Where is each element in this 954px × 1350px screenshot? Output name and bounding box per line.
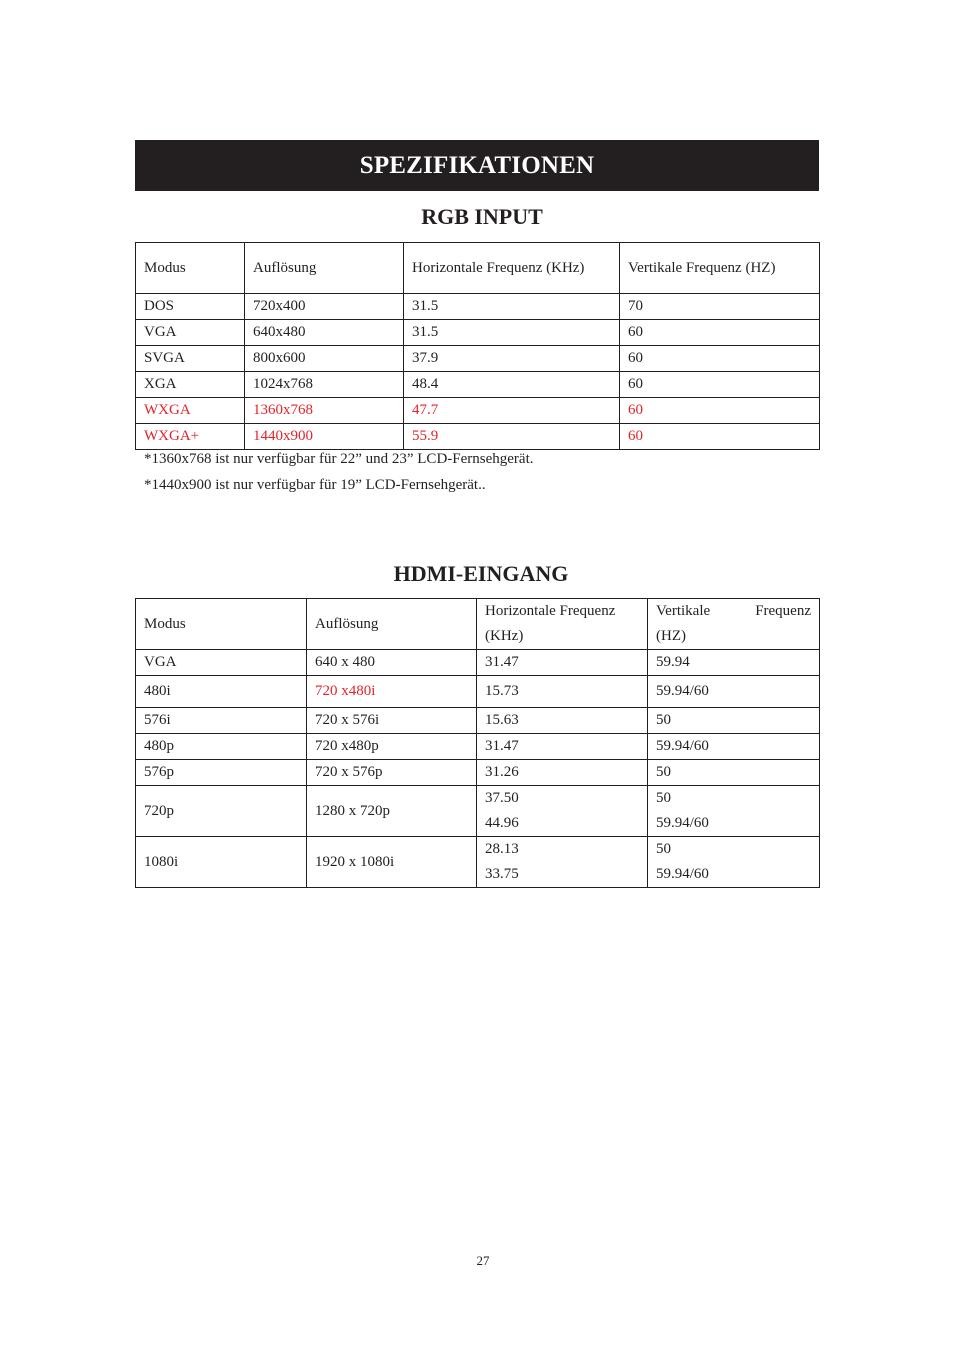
table-cell: 720p [136,786,307,837]
table-cell [477,786,648,837]
table-cell: 59.94/60 [648,676,820,708]
rgb-note: *1440x900 ist nur verfügbar für 19” LCD-Fernsehgerät.. [144,477,486,493]
table-cell: 50 [648,760,820,786]
table-row [136,294,820,320]
table-cell: 60 [620,320,820,346]
table-row [136,650,820,676]
table-cell: WXGA [136,398,245,424]
rgb-section-title: RGB INPUT [421,204,543,229]
header-text: Frequenz [755,603,811,619]
table-cell: WXGA+ [136,424,245,450]
cell-line: 28.13 [485,841,519,857]
table-cell: 50 [648,708,820,734]
table-cell: 480i [136,676,307,708]
table-row [136,372,820,398]
table-row [136,786,820,837]
table-cell: 59.94/60 [648,734,820,760]
table-row-highlighted [136,424,820,450]
hdmi-section-title: HDMI-EINGANG [393,561,569,586]
cell-line: 59.94/60 [656,866,709,882]
table-cell: 31.47 [477,650,648,676]
table-cell: 1360x768 [245,398,404,424]
header-cell: Modus [136,243,245,294]
table-cell-highlighted: 720 x480i [307,676,477,708]
table-cell: XGA [136,372,245,398]
header-cell [648,599,820,650]
table-cell: 640x480 [245,320,404,346]
header-cell: Horizontale Frequenz (KHz) [477,599,648,650]
table-cell: 720x400 [245,294,404,320]
table-cell: 37.9 [404,346,620,372]
table-cell [477,837,648,888]
table-header-row [136,243,820,294]
cell-line: 59.94/60 [656,815,709,831]
table-cell: 1920 x 1080i [307,837,477,888]
cell-line: 33.75 [485,866,519,882]
table-row [136,760,820,786]
table-cell: 60 [620,424,820,450]
table-row-highlighted [136,398,820,424]
table-row [136,708,820,734]
table-cell: 1440x900 [245,424,404,450]
cell-line: 50 [656,841,671,857]
table-cell: 60 [620,372,820,398]
table-cell: 31.5 [404,294,620,320]
table-cell: 59.94 [648,650,820,676]
table-row [136,837,820,888]
table-header-row [136,599,820,650]
table-cell: DOS [136,294,245,320]
table-cell: 800x600 [245,346,404,372]
page-number: 27 [476,1253,490,1268]
table-cell: 31.26 [477,760,648,786]
table-cell: 720 x 576i [307,708,477,734]
table-row [136,734,820,760]
table-row [136,320,820,346]
header-cell: Auflösung [307,599,477,650]
table-cell: 1280 x 720p [307,786,477,837]
table-cell: 55.9 [404,424,620,450]
table-cell: 31.47 [477,734,648,760]
rgb-note: *1360x768 ist nur verfügbar für 22” und 23” LCD-Fernsehgerät. [144,451,534,467]
cell-line: 44.96 [485,815,519,831]
table-cell: 70 [620,294,820,320]
table-cell: 576p [136,760,307,786]
header-cell: Horizontale Frequenz (KHz) [404,243,620,294]
table-cell: 31.5 [404,320,620,346]
rgb-input-table [135,242,820,450]
table-cell [648,786,820,837]
header-text: (HZ) [656,628,686,644]
cell-line: 50 [656,790,671,806]
table-cell: 640 x 480 [307,650,477,676]
cell-line: 37.50 [485,790,519,806]
header-text: Vertikale [656,603,711,619]
page-title: SPEZIFIKATIONEN [359,151,595,179]
header-cell: Vertikale Frequenz (HZ) [620,243,820,294]
table-cell: VGA [136,650,307,676]
table-cell: 1080i [136,837,307,888]
table-cell: 15.73 [477,676,648,708]
table-cell: 47.7 [404,398,620,424]
header-cell: Modus [136,599,307,650]
table-cell: 576i [136,708,307,734]
table-cell: VGA [136,320,245,346]
table-cell: 720 x480p [307,734,477,760]
page-banner [135,140,819,191]
table-row [136,676,820,708]
table-cell: 1024x768 [245,372,404,398]
table-cell: 60 [620,398,820,424]
table-cell: 480p [136,734,307,760]
table-cell: 60 [620,346,820,372]
header-cell: Auflösung [245,243,404,294]
hdmi-input-table [135,598,820,888]
table-cell [648,837,820,888]
table-cell: 48.4 [404,372,620,398]
table-cell: 15.63 [477,708,648,734]
table-cell: SVGA [136,346,245,372]
table-row [136,346,820,372]
table-cell: 720 x 576p [307,760,477,786]
